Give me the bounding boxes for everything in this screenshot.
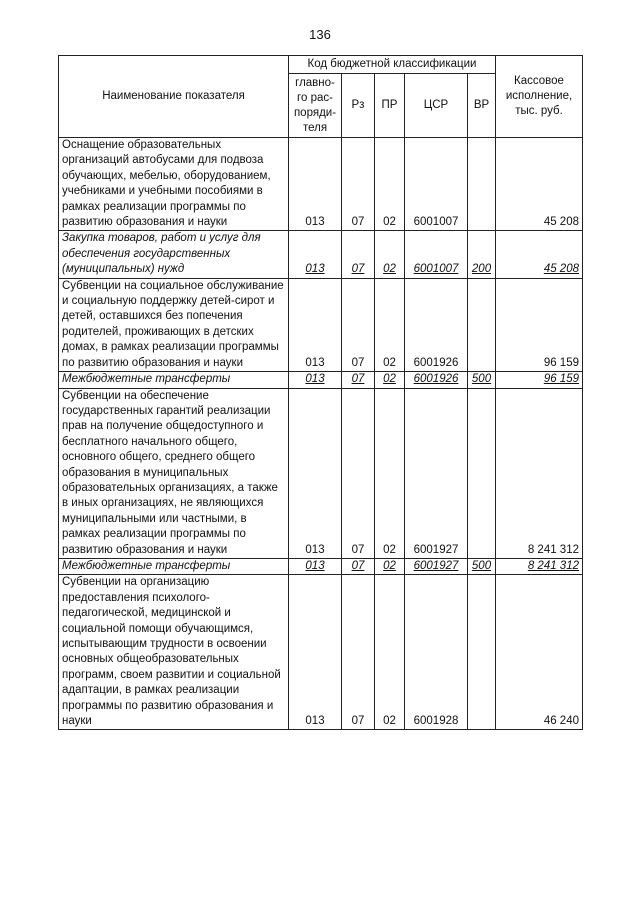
cell-amount: 8 241 312: [496, 388, 583, 558]
cell-name: Закупка товаров, работ и услуг для обеспечения государственных (муниципальных) нужд: [59, 231, 289, 278]
header-rz: Рз: [342, 74, 375, 138]
cell-vr: 200: [468, 231, 496, 278]
table-row: [59, 388, 583, 558]
header-group: Код бюджетной классификации: [289, 56, 496, 74]
cell-gr: 013: [289, 372, 342, 388]
cell-vr: [468, 278, 496, 371]
cell-csr: 6001927: [405, 388, 468, 558]
header-gr: главно-го рас-поряди-теля: [289, 74, 342, 138]
cell-pr: 02: [375, 372, 405, 388]
header-name: Наименование показателя: [59, 56, 289, 138]
header-vr: ВР: [468, 74, 496, 138]
cell-csr: 6001926: [405, 372, 468, 388]
cell-amount: 96 159: [496, 372, 583, 388]
cell-gr: 013: [289, 558, 342, 574]
cell-rz: 07: [342, 372, 375, 388]
cell-rz: 07: [342, 575, 375, 730]
cell-pr: 02: [375, 558, 405, 574]
cell-csr: 6001926: [405, 278, 468, 371]
cell-vr: 500: [468, 372, 496, 388]
cell-name: Субвенции на организацию предоставления психолого-педагогической, медицинской и социальной помощи обучающимся, испытывающим трудности в освоении основных общеобразовательных программ, своем развитии и социальной адаптации, в рамках реализации программы по развитию образования и науки: [59, 575, 289, 730]
cell-amount: 45 208: [496, 231, 583, 278]
budget-table: [58, 55, 583, 730]
cell-csr: 6001007: [405, 231, 468, 278]
cell-gr: 013: [289, 138, 342, 231]
cell-csr: 6001007: [405, 138, 468, 231]
table-row: [59, 231, 583, 278]
cell-gr: 013: [289, 278, 342, 371]
cell-pr: 02: [375, 231, 405, 278]
cell-amount: 45 208: [496, 138, 583, 231]
cell-vr: [468, 138, 496, 231]
cell-rz: 07: [342, 278, 375, 371]
cell-name: Межбюджетные трансферты: [59, 558, 289, 574]
cell-pr: 02: [375, 138, 405, 231]
cell-amount: 96 159: [496, 278, 583, 371]
cell-gr: 013: [289, 575, 342, 730]
cell-name: Межбюджетные трансферты: [59, 372, 289, 388]
header-amount: Кассовое исполнение, тыс. руб.: [496, 56, 583, 138]
cell-gr: 013: [289, 388, 342, 558]
cell-rz: 07: [342, 558, 375, 574]
cell-amount: 8 241 312: [496, 558, 583, 574]
cell-rz: 07: [342, 138, 375, 231]
table-row: [59, 278, 583, 371]
table-row: [59, 575, 583, 730]
cell-vr: 500: [468, 558, 496, 574]
cell-pr: 02: [375, 278, 405, 371]
cell-gr: 013: [289, 231, 342, 278]
cell-amount: 46 240: [496, 575, 583, 730]
cell-csr: 6001928: [405, 575, 468, 730]
cell-rz: 07: [342, 231, 375, 278]
table-row: [59, 558, 583, 574]
cell-vr: [468, 388, 496, 558]
cell-vr: [468, 575, 496, 730]
header-csr: ЦСР: [405, 74, 468, 138]
table-row: [59, 372, 583, 388]
table-row: [59, 138, 583, 231]
cell-pr: 02: [375, 388, 405, 558]
cell-name: Субвенции на социальное обслуживание и социальную поддержку детей-сирот и детей, оставшихся без попечения родителей, проживающих в детских домах, в рамках реализации программы по развитию образования и науки: [59, 278, 289, 371]
cell-csr: 6001927: [405, 558, 468, 574]
cell-name: Оснащение образовательных организаций автобусами для подвоза обучающих, мебелью, оборудованием, учебниками и учебными пособиями в рамках реализации программы по развитию образования и науки: [59, 138, 289, 231]
cell-rz: 07: [342, 388, 375, 558]
header-pr: ПР: [375, 74, 405, 138]
cell-name: Субвенции на обеспечение государственных гарантий реализации прав на получение общедоступного и бесплатного начального общего, основного общего, среднего общего образования в муниципальных образовательных организациях, а также в иных организациях, не являющихся муниципальными или частными, в рамках реализации программы по развитию образования и науки: [59, 388, 289, 558]
cell-pr: 02: [375, 575, 405, 730]
page-number: 136: [309, 27, 331, 42]
